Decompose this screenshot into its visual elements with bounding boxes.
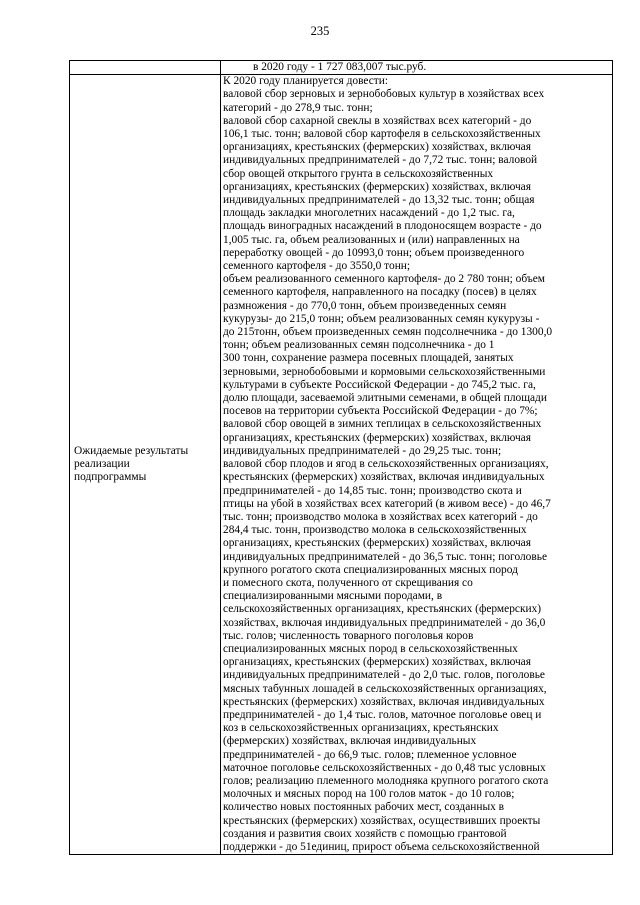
text-line: переработку овощей - до 10993,0 тонн; объем произведенного — [223, 246, 525, 259]
text-line: сельскохозяйственных организациях, крестьянских (фермерских) — [223, 603, 542, 616]
text-line: индивидуальных предпринимателей - до 13,32 тыс. тонн; общая — [223, 194, 535, 207]
text-line: организациях, крестьянских (фермерских) хозяйствах, включая — [223, 141, 531, 154]
text-line: индивидуальных предпринимателей - до 29,25 тыс. тонн; — [223, 444, 502, 457]
text-line: мясных табунных лошадей в сельскохозяйственных организациях, — [223, 682, 547, 695]
text-line: сбор овощей открытого грунта в сельскохозяйственных — [223, 167, 494, 180]
text-line: индивидуальных предпринимателей - до 36,5 тыс. тонн; поголовье — [223, 550, 548, 563]
text-line: крестьянских (фермерских) хозяйствах, включая индивидуальных — [223, 695, 545, 708]
text-line: размножения - до 770,0 тонн, объем произведенных семян — [223, 299, 507, 312]
expected-results-label-cell — [70, 75, 221, 855]
text-line: 1,005 тыс. га, объем реализованных и (или) направленных на — [223, 233, 520, 246]
text-line: зерновыми, зернобобовыми и кормовыми сельскохозяйственными — [223, 365, 546, 378]
text-line: птицы на убой в хозяйствах всех категорий (в живом весе) - до 46,7 — [223, 497, 551, 510]
text-line: 106,1 тыс. тонн; валовой сбор картофеля в сельскохозяйственных — [223, 128, 541, 141]
funding-label-cell — [70, 61, 221, 75]
text-line: долю площади, засеваемой элитными семенами, в общей площади — [223, 392, 547, 405]
text-line: К 2020 году планируется довести: — [223, 75, 389, 88]
text-line: предпринимателей - до 66,9 тыс. голов; племенное условное — [223, 748, 517, 761]
text-line: посевов на территории субъекта Российской Федерации - до 7%; — [223, 405, 538, 418]
text-line: голов; реализацию племенного молодняка крупного рогатого скота — [223, 774, 549, 787]
text-line: крупного рогатого скота специализированных мясных пород — [223, 563, 518, 576]
text-line: специализированными мясными породами, в — [223, 590, 443, 603]
text-line: организациях, крестьянских (фермерских) хозяйствах, включая — [223, 180, 531, 193]
text-line: площадь закладки многолетних насаждений - до 1,2 тыс. га, — [223, 207, 515, 220]
text-line: коз в сельскохозяйственных организациях, крестьянских — [223, 722, 499, 735]
label-line: подпрограммы — [74, 471, 147, 484]
text-line: поддержки - до 51единиц, прирост объема сельскохозяйственной — [223, 840, 540, 853]
text-line: валовой сбор овощей в зимних теплицах в сельскохозяйственных — [223, 418, 542, 431]
expected-results-content-cell — [221, 75, 613, 855]
text-line: крестьянских (фермерских) хозяйствах, включая индивидуальных — [223, 471, 545, 484]
text-line: площадь виноградных насаждений в плодоносящем возрасте - до — [223, 220, 542, 233]
text-line: специализированных мясных пород в сельскохозяйственных — [223, 642, 518, 655]
text-line: культурами в субъекте Российской Федерации - до 745,2 тыс. га, — [223, 378, 536, 391]
text-line: предпринимателей - до 1,4 тыс. голов, маточное поголовье овец и — [223, 708, 542, 721]
text-line: до 215тонн, объем произведенных семян подсолнечника - до 1300,0 — [223, 326, 553, 339]
text-line: и помесного скота, полученного от скрещивания со — [223, 576, 473, 589]
expected-results-text — [223, 75, 610, 854]
label-line: реализации — [74, 458, 130, 471]
text-line: тыс. голов; численность товарного поголовья коров — [223, 629, 474, 642]
expected-results-label — [72, 445, 218, 485]
text-line: предпринимателей - до 14,85 тыс. тонн; производство скота и — [223, 484, 522, 497]
text-line: хозяйствах, включая индивидуальных предпринимателей - до 36,0 — [223, 616, 546, 629]
text-line: организациях, крестьянских (фермерских) хозяйствах, включая — [223, 431, 531, 444]
text-line: крестьянских (фермерских) хозяйствах, осуществивших проекты — [223, 814, 541, 827]
text-line: кукурузы- до 215,0 тонн; объем реализованных семян кукурузы - — [223, 312, 540, 325]
text-line: объем реализованного семенного картофеля- до 2 780 тонн; объем — [223, 273, 545, 286]
passport-table — [69, 60, 613, 855]
text-line: организациях, крестьянских (фермерских) хозяйствах, включая — [223, 656, 531, 669]
text-line: тонн; объем реализованных семян подсолнечника - до 1 — [223, 339, 495, 352]
text-line: организациях, крестьянских (фермерских) хозяйствах, включая — [223, 537, 531, 550]
text-line: семенного картофеля - до 3550,0 тонн; — [223, 260, 411, 273]
text-line: 284,4 тыс. тонн, производство молока в сельскохозяйственных — [223, 524, 527, 537]
text-line: индивидуальных предпринимателей - до 2,0 тыс. голов, поголовье — [223, 669, 545, 682]
text-line: семенного картофеля, направленного на посадку (посев) в целях — [223, 286, 537, 299]
text-line: количество новых постоянных рабочих мест, созданных в — [223, 801, 505, 814]
page-number: 235 — [310, 24, 330, 38]
text-line: (фермерских) хозяйствах, включая индивидуальных — [223, 735, 477, 748]
label-line: Ожидаемые результаты — [74, 444, 189, 457]
funding-text: в 2020 году - 1 727 083,007 тыс.руб. — [253, 61, 427, 73]
table-row-expected-results — [70, 75, 613, 855]
text-line: создания и развития своих хозяйств с помощью грантовой — [223, 827, 507, 840]
text-line: валовой сбор плодов и ягод в сельскохозяйственных организациях, — [223, 458, 549, 471]
text-line: 300 тонн, сохранение размера посевных площадей, занятых — [223, 352, 514, 365]
table-row-funding — [70, 61, 613, 75]
text-line: категорий - до 278,9 тыс. тонн; — [223, 101, 373, 114]
text-line: тыс. тонн; производство молока в хозяйствах всех категорий - до — [223, 510, 538, 523]
text-line: молочных и мясных пород на 100 голов маток - до 10 голов; — [223, 788, 515, 801]
text-line: валовой сбор сахарной свеклы в хозяйствах всех категорий - до — [223, 114, 532, 127]
text-line: индивидуальных предпринимателей - до 7,72 тыс. тонн; валовой — [223, 154, 538, 167]
text-line: валовой сбор зерновых и зернобобовых культур в хозяйствах всех — [223, 88, 545, 101]
funding-value-cell — [221, 61, 613, 75]
text-line: маточное поголовье сельскохозяйственных - до 0,48 тыс условных — [223, 761, 546, 774]
